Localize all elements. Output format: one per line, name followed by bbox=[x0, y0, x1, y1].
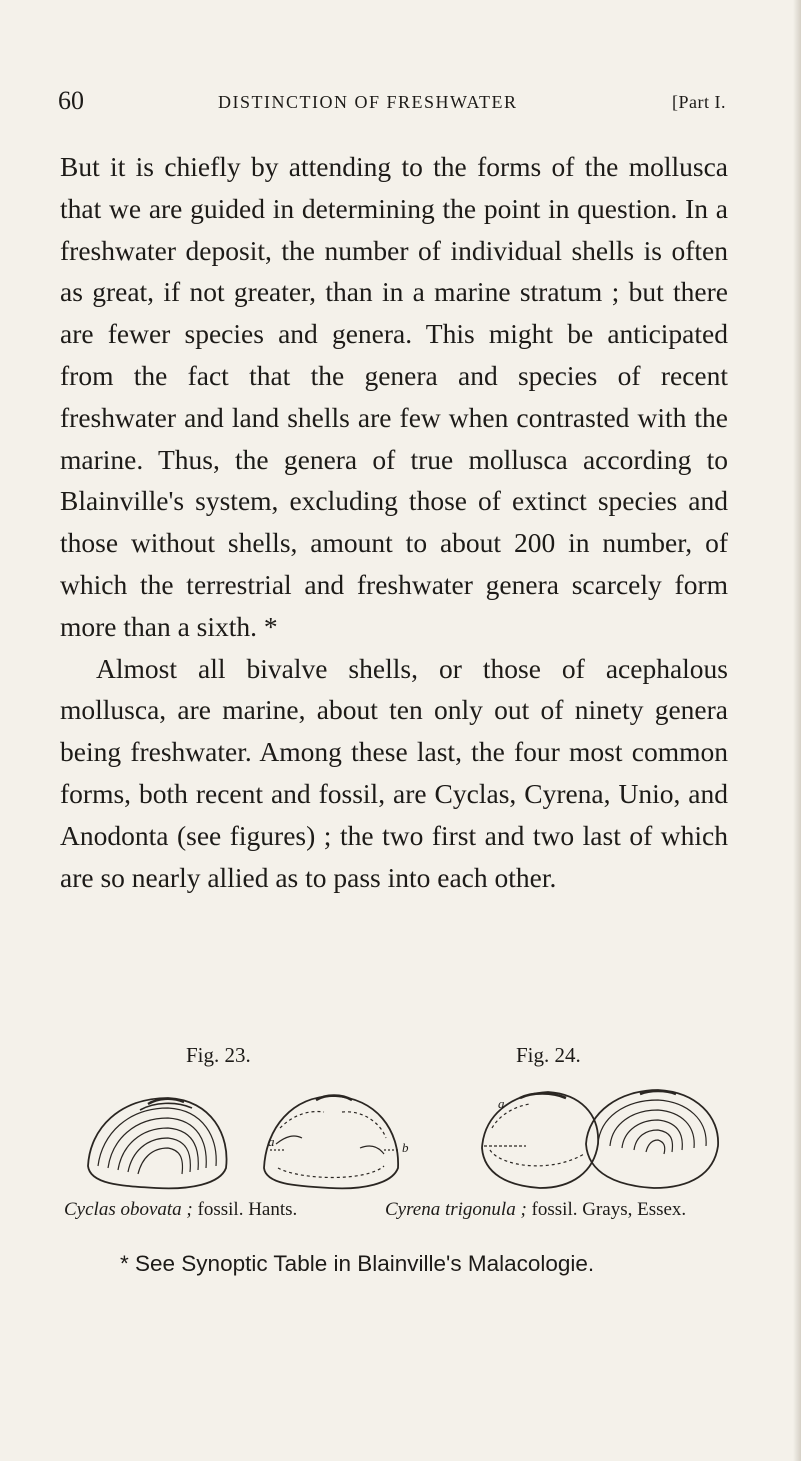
fig23-marker-b: b bbox=[402, 1140, 409, 1155]
cyclas-interior-shell-illustration bbox=[264, 1096, 398, 1189]
figure-23-caption-rest: fossil. Hants. bbox=[192, 1199, 298, 1220]
paragraph-2: Almost all bivalve shells, or those of acephalous mollusca, are marine, about ten only out of ninety genera being freshwater. Among these last, the four most common forms, both recent and fossil, are Cyclas, Cyrena, Unio, and Anodonta (see figures) ; the two first and two last of which are so nearly allied as to pass into each other. bbox=[60, 652, 728, 893]
page-edge-shadow bbox=[793, 0, 801, 1461]
figure-24-species: Cyrena trigonula ; bbox=[385, 1199, 527, 1220]
cyclas-exterior-shell-illustration bbox=[88, 1098, 227, 1188]
figure-23-species: Cyclas obovata ; bbox=[64, 1199, 193, 1220]
paragraph-1: But it is chiefly by attending to the forms of the mollusca that we are guided in determining the point in question. In a freshwater deposit, the number of individual shells is often as great, if not greater, than in a marine stratum ; but there are fewer species and genera. This might be anticipated from the fact that the genera and species of recent freshwater and land shells are few when contrasted with the marine. Thus, the genera of true mollusca according to Blainville's system, excluding those of extinct species and those without shells, amount to about 200 in number, of which the terrestrial and freshwater genera scarcely form more than a sixth. * bbox=[60, 151, 728, 642]
figure-24-label: Fig. 24. bbox=[516, 1043, 581, 1067]
shell-illustrations bbox=[80, 1088, 730, 1190]
figure-24-caption-rest: fossil. Grays, Essex. bbox=[526, 1199, 687, 1220]
running-title: DISTINCTION OF FRESHWATER bbox=[218, 92, 518, 112]
figure-23-caption bbox=[64, 1198, 297, 1222]
running-head bbox=[58, 86, 726, 116]
figure-24-caption bbox=[385, 1198, 686, 1222]
page-number: 60 bbox=[58, 86, 84, 115]
fig23-marker-a: a bbox=[268, 1134, 275, 1149]
figure-23-label: Fig. 23. bbox=[186, 1043, 251, 1067]
part-marker: [Part I. bbox=[672, 92, 726, 112]
fig24-marker-a: a bbox=[498, 1096, 505, 1111]
footnote: * See Synoptic Table in Blainville's Malacologie. bbox=[120, 1251, 595, 1276]
cyrena-exterior-shell-illustration bbox=[586, 1090, 718, 1188]
body-text bbox=[60, 146, 728, 898]
